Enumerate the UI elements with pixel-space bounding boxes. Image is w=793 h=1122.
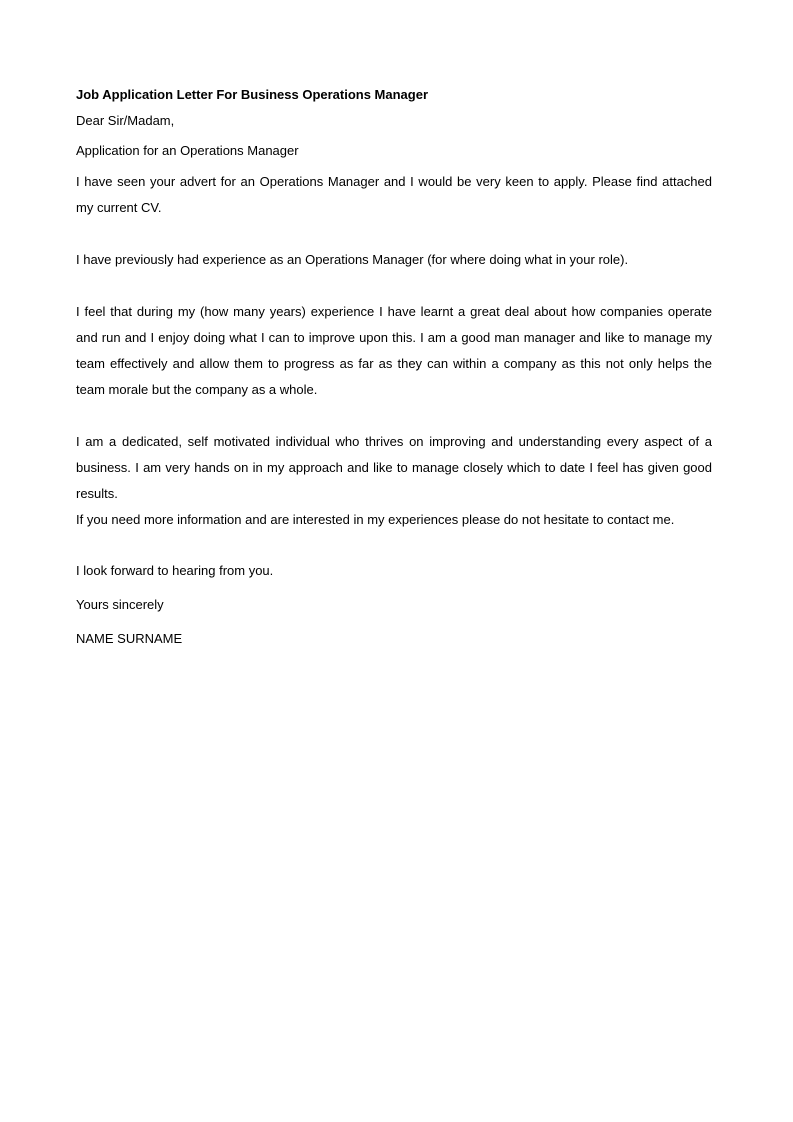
letter-body — [76, 85, 712, 651]
letter-subject: Application for an Operations Manager — [76, 143, 299, 158]
letter-paragraph: I am a dedicated, self motivated individual who thrives on improving and understanding every aspect of a business. I am very hands on in my approach and like to manage closely which to date I feel has given good results. — [76, 434, 712, 501]
signature-name: NAME SURNAME — [76, 631, 183, 646]
letter-signoff: Yours sincerely — [76, 597, 164, 612]
letter-paragraph: I feel that during my (how many years) experience I have learnt a great deal about how companies operate and run and I enjoy doing what I can to improve upon this. I am a good man manager and like to manage my team effectively and allow them to progress as far as they can within a company as this not only helps the team morale but the company as a whole. — [76, 304, 712, 397]
letter-greeting: Dear Sir/Madam, — [76, 113, 175, 128]
letter-paragraph: I have seen your advert for an Operations Manager and I would be very keen to apply. Please find attached my current CV. — [76, 174, 712, 215]
letter-closing: I look forward to hearing from you. — [76, 563, 274, 578]
letter-paragraph: I have previously had experience as an Operations Manager (for where doing what in your role). — [76, 252, 629, 267]
letter-title: Job Application Letter For Business Operations Manager — [76, 87, 429, 102]
letter-paragraph: If you need more information and are interested in my experiences please do not hesitate to contact me. — [76, 512, 675, 527]
